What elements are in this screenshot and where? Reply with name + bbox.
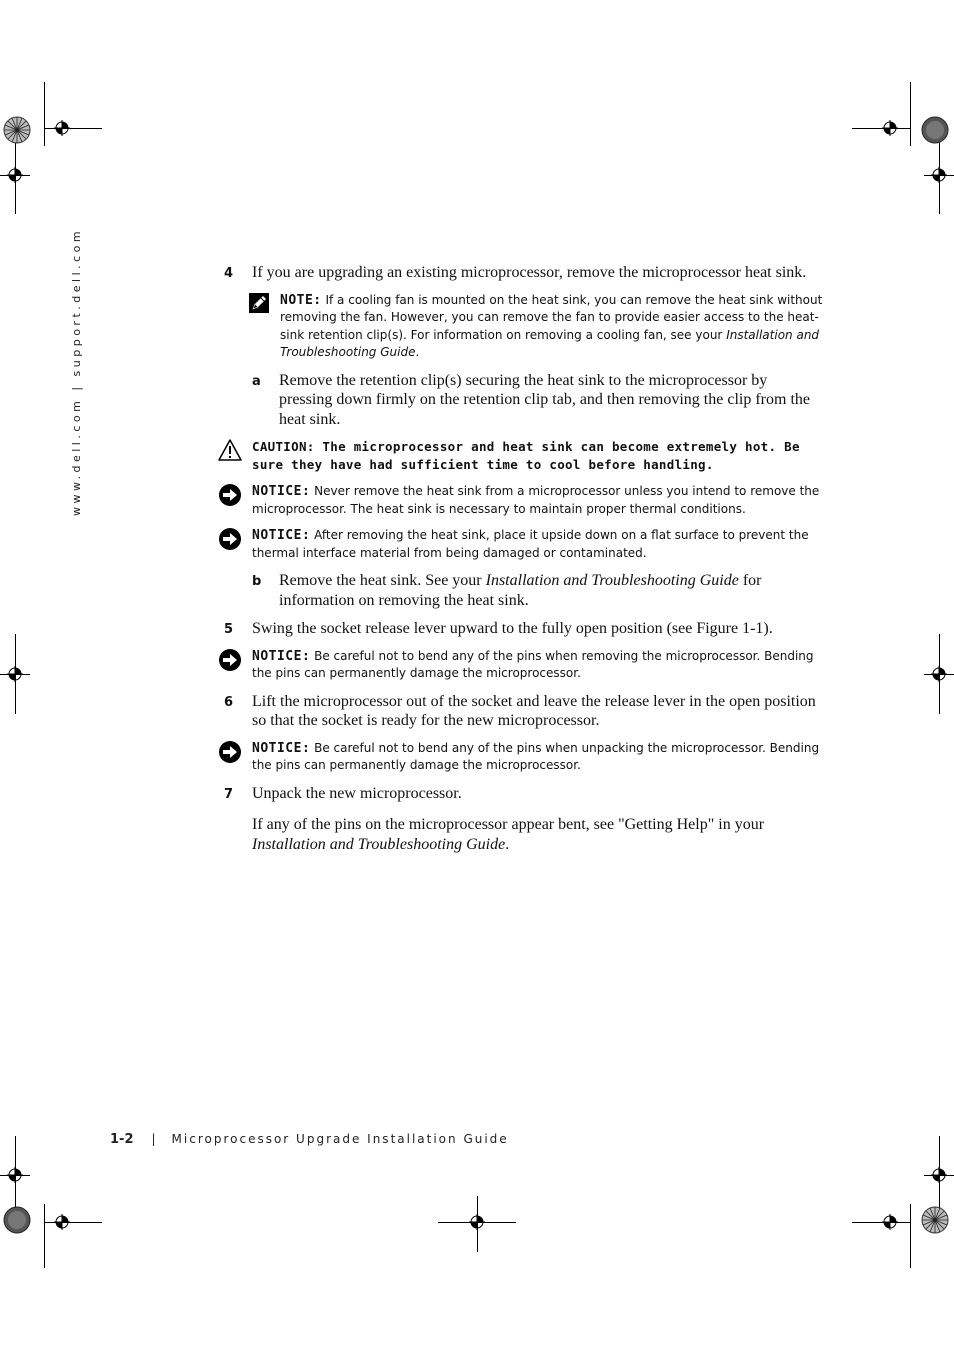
step-text: Swing the socket release lever upward to the fully open position (see Figure 1-1). xyxy=(252,620,773,637)
substep-b xyxy=(224,571,824,610)
note-guide-title: Installation and Troubleshooting Guide xyxy=(280,327,820,359)
registration-target-icon xyxy=(54,120,70,136)
notice-text: Never remove the heat sink from a microprocessor unless you intend to remove the microprocessor. The heat sink is necessary to maintain proper thermal conditions. xyxy=(252,484,820,516)
notice-arrow-icon xyxy=(218,483,242,507)
substep-letter: a xyxy=(252,373,261,389)
registration-target-icon xyxy=(7,167,23,183)
notice-callout-2 xyxy=(224,527,824,562)
step-6 xyxy=(224,692,824,731)
notice-arrow-icon xyxy=(218,648,242,672)
footer-separator: | xyxy=(151,1132,158,1146)
caution-callout xyxy=(224,438,824,474)
substep-a xyxy=(224,371,824,430)
step-text: If you are upgrading an existing microprocessor, remove the microprocessor heat sink. xyxy=(252,264,807,281)
page-footer xyxy=(110,1132,509,1147)
star-target-icon xyxy=(3,116,31,144)
bent-pins-paragraph xyxy=(224,815,824,854)
registration-target-icon xyxy=(54,1214,70,1230)
substep-text-end: for information on removing the heat sink. xyxy=(279,572,762,609)
notice-arrow-icon xyxy=(218,740,242,764)
notice-text: After removing the heat sink, place it upside down on a flat surface to prevent the thermal interface material from being damaged or contaminated. xyxy=(252,528,809,560)
step-number: 6 xyxy=(224,694,234,710)
notice-label: NOTICE: xyxy=(252,740,311,756)
footer-title: Microprocessor Upgrade Installation Guide xyxy=(171,1132,509,1146)
notice-text: Be careful not to bend any of the pins when unpacking the microprocessor. Bending the pins can permanently damage the microprocessor. xyxy=(252,740,820,772)
step-5 xyxy=(224,619,824,639)
registration-target-icon xyxy=(7,666,23,682)
notice-arrow-icon xyxy=(218,527,242,551)
substep-letter: b xyxy=(252,574,262,589)
gray-dot-target-icon xyxy=(3,1206,31,1234)
notice-label: NOTICE: xyxy=(252,528,311,543)
registration-target-icon xyxy=(931,1167,947,1183)
caution-triangle-icon xyxy=(218,438,242,462)
step-number: 4 xyxy=(224,266,234,281)
registration-target-icon xyxy=(882,1214,898,1230)
guide-title: Installation and Troubleshooting Guide xyxy=(252,835,506,853)
step-text: Unpack the new microprocessor. xyxy=(252,784,462,802)
substep-text: Remove the heat sink. See your xyxy=(279,572,486,589)
registration-target-icon xyxy=(882,120,898,136)
notice-label: NOTICE: xyxy=(252,484,311,499)
note-callout xyxy=(224,292,824,362)
notice-label: NOTICE: xyxy=(252,648,311,664)
notice-callout-4 xyxy=(224,740,824,775)
note-end: . xyxy=(415,345,420,359)
step-4 xyxy=(224,263,824,283)
star-target-icon xyxy=(921,1206,949,1234)
step-text: Lift the microprocessor out of the socket and leave the release lever in the open position so that the socket is ready for the new microprocessor. xyxy=(252,692,816,729)
paragraph-end: . xyxy=(505,835,510,853)
notice-callout-1 xyxy=(224,483,824,518)
caution-text: CAUTION: The microprocessor and heat sink can become extremely hot. Be sure they have had sufficient time to cool before handling. xyxy=(252,439,800,472)
paragraph-text: If any of the pins on the microprocessor appear bent, see "Getting Help" in your xyxy=(252,816,765,833)
side-url: www.dell.com | support.dell.com xyxy=(70,227,83,516)
registration-target-icon xyxy=(7,1167,23,1183)
registration-target-icon xyxy=(931,167,947,183)
step-number: 5 xyxy=(224,622,234,637)
note-label: NOTE: xyxy=(280,292,322,308)
step-7 xyxy=(224,784,824,804)
step-number: 7 xyxy=(224,786,234,802)
registration-target-icon xyxy=(931,666,947,682)
gray-dot-target-icon xyxy=(921,116,949,144)
page-number: 1-2 xyxy=(110,1132,134,1147)
notice-text: Be careful not to bend any of the pins when removing the microprocessor. Bending the pins can permanently damage the microprocessor. xyxy=(252,648,814,680)
substep-text: Remove the retention clip(s) securing the heat sink to the microprocessor by pressing down firmly on the retention clip tab, and then removing the clip from the heat sink. xyxy=(279,371,810,428)
guide-title: Installation and Troubleshooting Guide xyxy=(485,572,739,589)
registration-target-icon xyxy=(469,1214,485,1230)
page-content xyxy=(224,263,824,854)
note-text: If a cooling fan is mounted on the heat sink, you can remove the heat sink without removing the fan. However, you can remove the fan to provide easier access to the heat-sink retention clip(s). For information on removing a cooling fan, see your xyxy=(280,292,823,342)
pencil-note-icon xyxy=(248,292,270,314)
notice-callout-3 xyxy=(224,648,824,683)
